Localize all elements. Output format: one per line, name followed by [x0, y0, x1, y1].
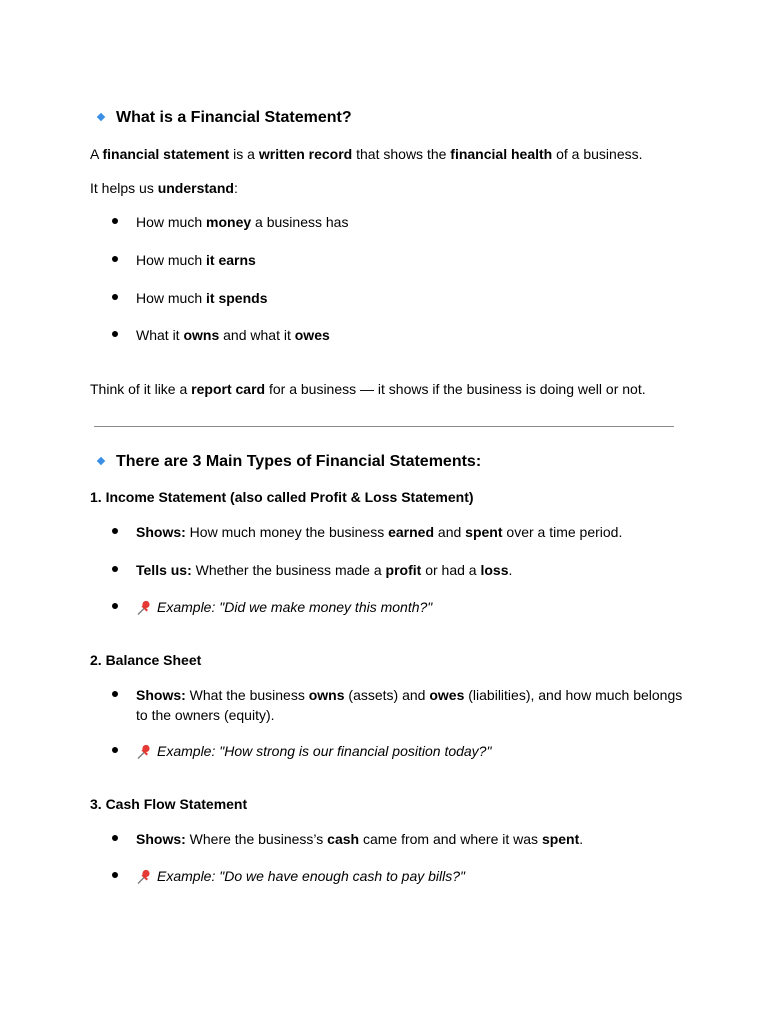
- text: How much money the business: [185, 524, 389, 540]
- text: or had a: [421, 562, 481, 578]
- helps-paragraph: [90, 179, 238, 197]
- subheading-cash-flow-statement: 3. Cash Flow Statement: [90, 796, 248, 812]
- subheading-income-statement: 1. Income Statement (also called Profit & Loss Statement): [90, 489, 474, 505]
- bold-text: owes: [429, 687, 465, 703]
- horizontal-divider: [94, 426, 674, 427]
- bold-text: report card: [191, 381, 266, 397]
- text: .: [508, 562, 513, 578]
- bold-text: cash: [327, 831, 360, 847]
- bullet-dot-icon: [112, 835, 118, 841]
- bold-text: written record: [258, 146, 353, 162]
- bold-text: spent: [465, 524, 503, 540]
- heading-text: There are 3 Main Types of Financial Statements:: [116, 453, 482, 470]
- text: is a: [229, 146, 259, 162]
- bold-text: owns: [183, 327, 220, 343]
- text: A: [90, 146, 103, 162]
- heading-text: What is a Financial Statement?: [116, 109, 352, 126]
- text: How much: [136, 252, 207, 268]
- bullet-dot-icon: [112, 256, 118, 262]
- text: :: [233, 180, 238, 196]
- text: came from and where it was: [359, 831, 542, 847]
- text: What the business: [185, 687, 309, 703]
- text: over a time period.: [502, 524, 623, 540]
- text: What it: [136, 327, 184, 343]
- text: for a business — it shows if the business is doing well or not.: [265, 381, 646, 397]
- blue-diamond-icon: [97, 113, 105, 121]
- bold-text: money: [206, 214, 252, 230]
- bold-text: earned: [388, 524, 435, 540]
- section-heading-types: [96, 452, 481, 472]
- pushpin-icon: [136, 868, 152, 884]
- bold-text: it earns: [206, 252, 256, 268]
- example-text: Example: "Do we have enough cash to pay bills?": [157, 868, 466, 884]
- text: Think of it like a: [90, 381, 192, 397]
- bold-label: Shows:: [136, 524, 186, 540]
- bold-text: owes: [294, 327, 330, 343]
- bullet-dot-icon: [112, 294, 118, 300]
- text: Where the business’s: [185, 831, 328, 847]
- bullet-dot-icon: [112, 566, 118, 572]
- text: .: [579, 831, 584, 847]
- bold-text: financial statement: [102, 146, 230, 162]
- bullet-dot-icon: [112, 747, 118, 753]
- bullet-dot-icon: [112, 691, 118, 697]
- text: (assets) and: [344, 687, 430, 703]
- bullet-dot-icon: [112, 603, 118, 609]
- text: and what it: [219, 327, 295, 343]
- bold-label: Shows:: [136, 687, 186, 703]
- pushpin-icon: [136, 599, 152, 615]
- text: of a business.: [552, 146, 643, 162]
- bold-text: it spends: [206, 290, 268, 306]
- text: (liabilities), and how much belongs to the owners (equity).: [136, 687, 683, 723]
- bold-text: loss: [480, 562, 509, 578]
- subheading-balance-sheet: 2. Balance Sheet: [90, 652, 202, 668]
- bold-text: owns: [308, 687, 345, 703]
- bold-text: understand: [157, 180, 234, 196]
- bold-text: spent: [541, 831, 580, 847]
- blue-diamond-icon: [97, 457, 105, 465]
- bold-text: financial health: [450, 146, 553, 162]
- bold-text: profit: [385, 562, 422, 578]
- bold-label: Shows:: [136, 831, 186, 847]
- example-text: Example: "How strong is our financial position today?": [157, 743, 492, 759]
- text: It helps us: [90, 180, 158, 196]
- bullet-dot-icon: [112, 218, 118, 224]
- text: How much: [136, 214, 207, 230]
- bullet-dot-icon: [112, 331, 118, 337]
- bold-label: Tells us:: [136, 562, 192, 578]
- bullet-dot-icon: [112, 528, 118, 534]
- pushpin-icon: [136, 743, 152, 759]
- text: a business has: [251, 214, 349, 230]
- text: that shows the: [352, 146, 451, 162]
- text: Whether the business made a: [191, 562, 386, 578]
- example-text: Example: "Did we make money this month?": [157, 599, 433, 615]
- text: How much: [136, 290, 207, 306]
- section-heading-what-is: [96, 108, 352, 128]
- bullet-dot-icon: [112, 872, 118, 878]
- analogy-paragraph: [90, 380, 646, 398]
- intro-paragraph: [90, 145, 643, 163]
- text: and: [434, 524, 466, 540]
